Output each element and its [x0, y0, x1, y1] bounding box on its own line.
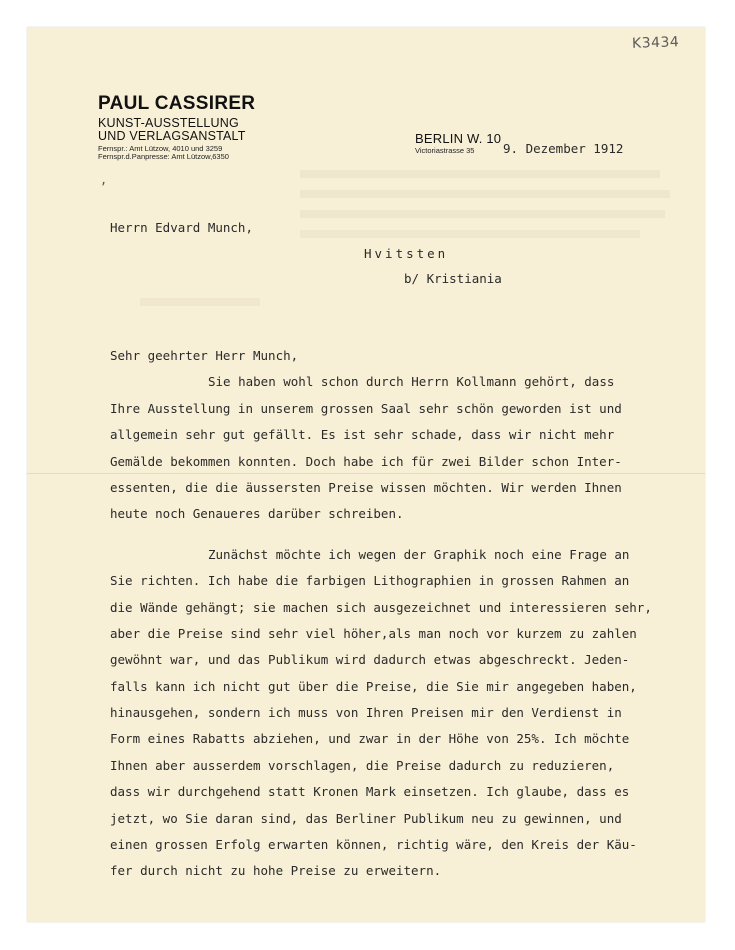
- body-line: jetzt, wo Sie daran sind, das Berliner Publikum neu zu gewinnen, und: [110, 810, 622, 826]
- letterhead-street: Victoriastrasse 35: [415, 146, 475, 155]
- letterhead-line-2: UND VERLAGSANSTALT: [98, 129, 246, 143]
- body-line: allgemein sehr gut gefällt. Es ist sehr schade, dass wir nicht mehr: [110, 427, 615, 443]
- body-line: falls kann ich nicht gut über die Preise, die Sie mir angegeben haben,: [110, 678, 637, 694]
- body-line: Zunächst möchte ich wegen der Graphik noch eine Frage an: [208, 546, 630, 562]
- recipient-name: Herrn Edvard Munch,: [110, 220, 253, 235]
- body-line: heute noch Genaueres darüber schreiben.: [110, 506, 404, 522]
- body-line: Sie haben wohl schon durch Herrn Kollmann gehört, dass: [208, 374, 615, 390]
- letter-body: [110, 343, 710, 885]
- letterhead-city: BERLIN W. 10: [415, 131, 502, 146]
- body-line: Gemälde bekommen konnten. Doch habe ich für zwei Bilder schon Inter-: [110, 453, 622, 469]
- body-line: fer durch nicht zu hohe Preise zu erweitern.: [110, 863, 442, 879]
- body-line: Sie richten. Ich habe die farbigen Lithographien in grossen Rahmen an: [110, 573, 630, 589]
- body-line: Ihnen aber ausserdem vorschlagen, die Preise dadurch zu reduzieren,: [110, 757, 615, 773]
- body-line: einen grossen Erfolg erwarten können, richtig wäre, den Kreis der Käu-: [110, 837, 637, 853]
- letterhead-line-1: KUNST-AUSSTELLUNG: [98, 116, 239, 130]
- body-line: aber die Preise sind sehr viel höher,als man noch vor kurzem zu zahlen: [110, 625, 637, 641]
- body-line: Ihre Ausstellung in unserem grossen Saal sehr schön geworden ist und: [110, 400, 622, 416]
- body-line: Form eines Rabatts abziehen, und zwar in der Höhe von 25%. Ich möchte: [110, 731, 630, 747]
- body-line: die Wände gehängt; sie machen sich ausgezeichnet und interessieren sehr,: [110, 599, 652, 615]
- recipient-address-line-1: Hvitsten: [364, 246, 449, 261]
- letterhead-name: PAUL CASSIRER: [98, 93, 256, 114]
- paragraph-gap: [110, 528, 710, 542]
- body-line: dass wir durchgehend statt Kronen Mark einsetzen. Ich glaube, dass es: [110, 784, 630, 800]
- body-line: hinausgehen, sondern ich muss von Ihren Preisen mir den Verdienst in: [110, 705, 622, 721]
- letterhead-phone-1: Fernspr.: Amt Lützow, 4010 und 3259: [98, 144, 223, 153]
- recipient-address-line-2: b/ Kristiania: [404, 271, 502, 286]
- body-line: gewöhnt war, und das Publikum wird dadurch etwas abgeschreckt. Jeden-: [110, 652, 630, 668]
- salutation: Sehr geehrter Herr Munch,: [110, 348, 299, 363]
- letter-date: 9. Dezember 1912: [503, 141, 624, 156]
- body-line: essenten, die die äussersten Preise wissen möchten. Wir werden Ihnen: [110, 479, 622, 495]
- letterhead-phone-2: Fernspr.d.Panpresse: Amt Lützow,6350: [98, 152, 229, 161]
- archive-number: K3434: [631, 34, 680, 52]
- comma-mark: ,: [100, 173, 108, 187]
